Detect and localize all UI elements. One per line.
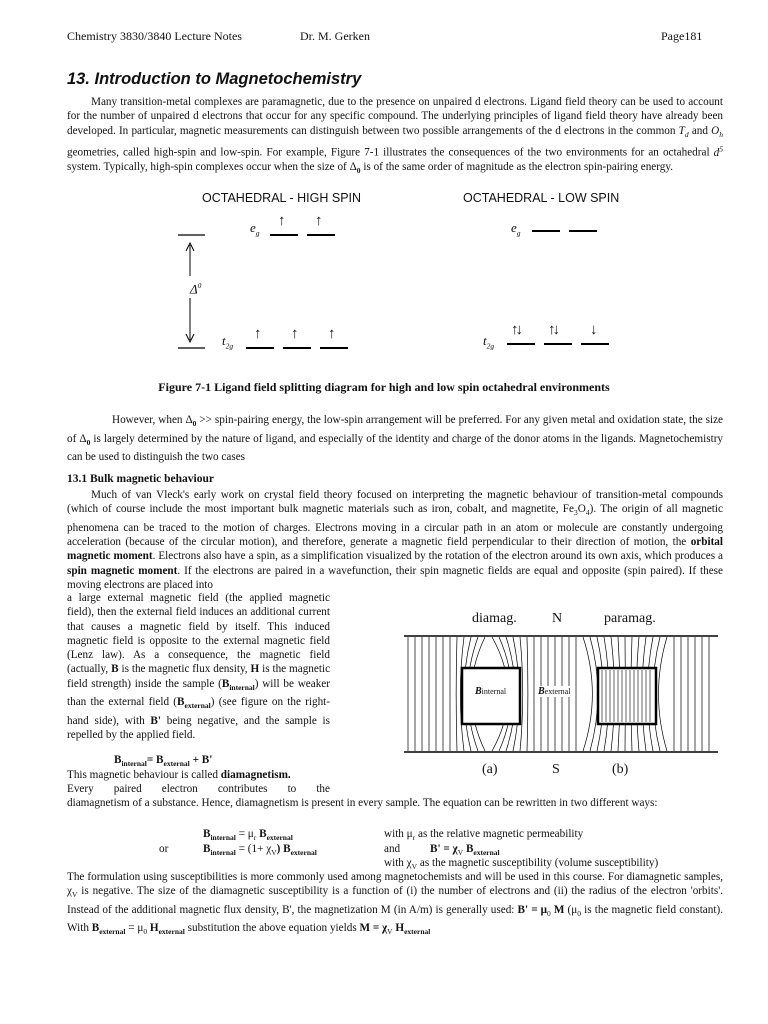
electron-high-t2g-1: ↑ — [254, 326, 262, 342]
label-b-external: Bexternal — [538, 686, 571, 697]
label-south: S — [552, 762, 560, 777]
intro-paragraph: Many transition-metal complexes are paramagnetic, due to the presence on unpaired d electrons. Ligand field theory can be used to account for the number of unpaired d electrons that occur for any specific compound. The underlying principles of ligand field theory have already been developed. In particular, magnetic measurements can distinguish between two possible arrangements of the d electrons in the common $T_d$ and $O_h$ geometries, called high-spin and low-spin. For example, Figure 7-1 illustrates the consequences of the two environments for an octahedral $d^5$ system. Typically, high-spin complexes occur when the size of $\Delta_0$ is of the same order of magnitude as the electron spin-pairing energy. — [67, 96, 724, 176]
orbital-levels — [0, 0, 768, 380]
figure-caption: Figure 7-1 Ligand field splitting diagram for high and low spin octahedral environments — [158, 380, 610, 394]
field-lines-diagram — [400, 606, 722, 788]
equation-chi-desc: with $\chi_V$ as the magnetic susceptibility (volume susceptibility) — [384, 857, 659, 872]
eg-label-low: $e_g$ — [511, 220, 521, 238]
electron-high-t2g-3: ↑ — [328, 326, 336, 342]
t2g-label-low: $t_{2g}$ — [483, 333, 495, 351]
paragraph-diamagnetism: This magnetic behaviour is called diamagnetism. — [67, 769, 291, 781]
field-line — [583, 637, 592, 751]
paragraph-left-column: a large external magnetic field (the applied magnetic field), then the external field induces an additional current that causes a magnetic field by itself. This induced magnetic field is opposite to the external magnetic field (Lenz law). As a consequence, the magnetic field (actually, B is the magnetic flux density, H is the magnetic field strength) inside the sample $(B_{internal})$ will be weaker than the external field $(B_{external})$ (see figure on the right-hand side), with B' being negative, and the sample is repelled by the applied field. — [67, 592, 331, 742]
magnetic-field-figure — [400, 606, 722, 788]
paragraph-bulk: Much of van Vleck's early work on crystal field theory focused on interpreting the magnetic behaviour of transition-metal compounds (which of course include the most important bulk magnetic materials such as iron, cobalt, and magnetite, $Fe_3O_4$). The origin of all magnetic phenomena can be traced to the motion of charges. Electrons moving in a circular path in an atom or molecule are constantly undergoing acceleration (because of the circular motion), and therefore, generate a magnetic field perpendicular to their direction of motion, the orbital magnetic moment. Electrons also have a spin, as a simplification visualized by the rotation of the electron around its own axis, which produces a spin magnetic moment. If the electrons are paired in a wavefunction, their spin magnetic fields are equal and opposite (spin paired). If these moving electrons are placed into — [67, 489, 724, 592]
paragraph-diamagnetism-cont: Every paired electron contributes to the diamagnetism of a substance. Hence, diamagnetism is present in every sample. The equation can be rewritten in two different ways: — [67, 783, 658, 810]
header-page: Page181 — [661, 29, 703, 43]
paragraph-delta: However, when $\Delta_0$ >> spin-pairing energy, the low-spin arrangement will be preferred. For any given metal and oxidation state, the size of $\Delta_0$ is largely determined by the nature of ligand, and especially of the identity and charge of the donor atoms in the ligands. Magnetochemistry can be used to distinguish the two cases — [67, 414, 724, 464]
delta-label: $\Delta^0$ — [190, 281, 202, 297]
t2g-label-high: $t_{2g}$ — [222, 333, 234, 351]
equation-chi: $B_{internal} = (1+ \chi_V)$ $B_{external}$ — [203, 843, 317, 858]
field-line — [527, 637, 528, 751]
label-low-spin: OCTAHEDRAL - LOW SPIN — [463, 191, 620, 205]
header-course: Chemistry 3830/3840 Lecture Notes — [67, 29, 242, 43]
label-high-spin: OCTAHEDRAL - HIGH SPIN — [202, 191, 362, 205]
equation-b-internal: $B_{internal}= B_{external} + B'$ — [114, 754, 213, 769]
section-title: 13. Introduction to Magnetochemistry — [67, 70, 362, 88]
paragraph-susceptibility: The formulation using susceptibilities is more commonly used among magnetochemists and will be used in this course. For diamagnetic samples, $\chi_V$ is negative. The size of the diamagnetic susceptibility is a function of (i) the number of electrons and (ii) the radius of the electron 'orbits'. Instead of the additional magnetic flux density, B', the magnetization M (in A/m) is generally used: $B' = \mu_0$ M ($\mu_0$ is the magnetic field constant). With $B_{external} = \mu_0$ $H_{external}$ substitution the above equation yields $M = \chi_V$ $H_{external}$ — [67, 871, 724, 937]
label-diamag: diamag. — [472, 611, 517, 626]
eg-label-high: $e_g$ — [250, 220, 260, 238]
equation-or: or — [159, 843, 169, 855]
header-author: Dr. M. Gerken — [300, 29, 370, 43]
label-b: (b) — [612, 762, 629, 777]
equation-mu-desc: with $\mu_r$ as the relative magnetic permeability — [384, 828, 584, 843]
equation-b-prime: $B' = \chi_V$ $B_{external}$ — [430, 843, 500, 858]
label-paramag: paramag. — [604, 611, 656, 626]
field-line — [590, 637, 598, 751]
electron-low-t2g-2: ↑↓ — [548, 322, 557, 338]
electron-low-t2g-3: ↓ — [590, 322, 598, 338]
label-north: N — [552, 611, 563, 626]
subsection-title: 13.1 Bulk magnetic behaviour — [67, 473, 214, 485]
field-line — [456, 637, 457, 751]
label-a: (a) — [482, 762, 498, 777]
label-b-internal: Binternal — [475, 686, 507, 697]
electron-high-eg-2: ↑ — [315, 213, 323, 229]
paramagnetic-sample — [598, 668, 656, 724]
equation-and: and — [384, 843, 401, 855]
electron-high-eg-1: ↑ — [278, 213, 286, 229]
electron-high-t2g-2: ↑ — [291, 326, 299, 342]
field-line — [658, 637, 667, 751]
electron-low-t2g-1: ↑↓ — [511, 322, 520, 338]
equation-mu: $B_{internal} = \mu_r$ $B_{external}$ — [203, 828, 293, 843]
